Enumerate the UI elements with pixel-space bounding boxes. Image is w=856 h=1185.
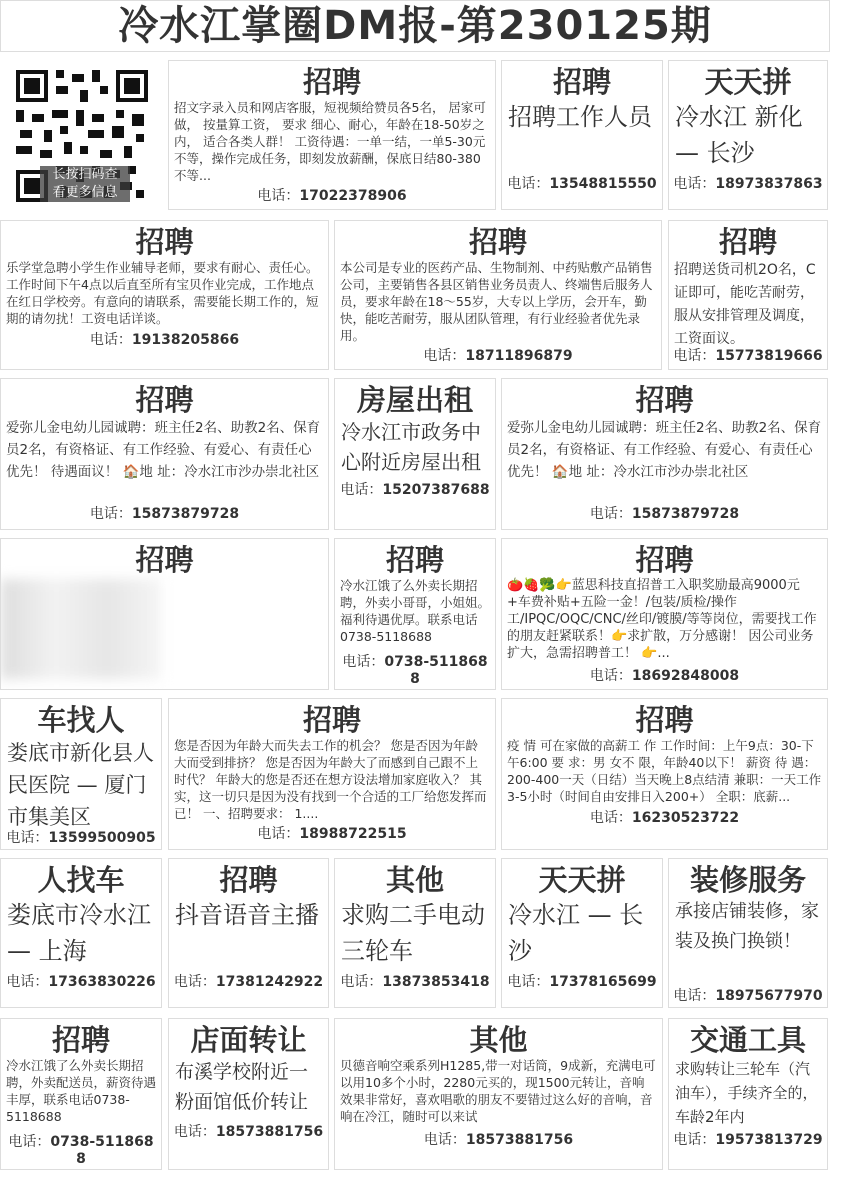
phone-label: 电话： bbox=[673, 1132, 716, 1148]
phone-number: 15773819666 bbox=[715, 348, 823, 364]
ad-phone[interactable] bbox=[1, 1131, 161, 1167]
phone-label: 电话： bbox=[589, 506, 632, 522]
ad-card[interactable] bbox=[668, 60, 828, 210]
ad-text: 您是否因为年龄大而失去工作的机会？ 您是否因为年龄大而受到排挤？ 您是否因为年龄大了而感到自己跟不上时代？ 年龄大的您是否还在想方设法增加家庭收入？ 其实，这一切只是因为没有找到一个合适的工厂给您发挥而已！ 一、招聘要求： 1.... bbox=[174, 738, 487, 821]
phone-number: 0738-5118688 bbox=[50, 1134, 154, 1167]
phone-number: 18692848008 bbox=[631, 668, 740, 684]
ad-text: 娄底市冷水江 — 上海 bbox=[7, 901, 151, 965]
phone-label: 电话： bbox=[6, 974, 49, 990]
page-title: 冷水江掌圈DM报-第230125期 bbox=[0, 0, 830, 52]
phone-label: 电话： bbox=[673, 176, 716, 192]
ad-category: 车找人 bbox=[37, 703, 125, 737]
ad-card[interactable] bbox=[334, 378, 496, 530]
phone-number: 17022378906 bbox=[299, 188, 407, 204]
phone-number: 15873879728 bbox=[631, 506, 740, 522]
phone-number: 18573881756 bbox=[215, 1124, 324, 1140]
ad-phone[interactable] bbox=[169, 1121, 328, 1141]
ad-phone[interactable] bbox=[669, 345, 827, 365]
blurred-image bbox=[1, 579, 161, 679]
ad-category: 招聘 bbox=[468, 225, 527, 259]
ad-phone[interactable] bbox=[1, 827, 161, 847]
ad-phone[interactable] bbox=[335, 971, 495, 991]
phone-label: 电话： bbox=[507, 974, 550, 990]
ad-phone[interactable] bbox=[335, 345, 661, 365]
ad-phone[interactable] bbox=[502, 173, 662, 193]
ad-text: 招聘工作人员 bbox=[508, 103, 652, 131]
ad-text: 本公司是专业的医药产品、生物制剂、中药贴敷产品销售公司，主要销售各县区销售业务员责人、终端售后服务人员，要求年龄在18～55岁，大专以上学历，会开车，勤快，能吃苦耐劳，服从团队管理，有行业经验者优先录用。 bbox=[340, 260, 653, 343]
phone-label: 电话： bbox=[8, 1134, 51, 1150]
phone-number: 18988722515 bbox=[299, 826, 407, 842]
phone-label: 电话： bbox=[257, 188, 300, 204]
ad-text: 求购转让三轮车（汽油车），手续齐全的，车龄2年内 bbox=[675, 1060, 818, 1126]
ad-category: 招聘 bbox=[135, 225, 194, 259]
ad-text: 布溪学校附近一粉面馆低价转让 bbox=[175, 1061, 309, 1113]
phone-label: 电话： bbox=[589, 668, 632, 684]
phone-number: 19573813729 bbox=[715, 1132, 823, 1148]
ad-category: 店面转让 bbox=[190, 1023, 307, 1057]
ad-category: 招聘 bbox=[302, 65, 361, 99]
ad-phone[interactable] bbox=[169, 185, 495, 205]
phone-number: 13548815550 bbox=[549, 176, 657, 192]
phone-label: 电话： bbox=[340, 482, 383, 498]
phone-label: 电话： bbox=[340, 974, 383, 990]
ad-category: 招聘 bbox=[635, 383, 694, 417]
ad-category: 其他 bbox=[469, 1023, 528, 1057]
ad-card[interactable] bbox=[0, 858, 162, 1008]
ad-phone[interactable] bbox=[335, 479, 495, 499]
ad-card[interactable] bbox=[168, 698, 496, 850]
ad-category: 其他 bbox=[385, 863, 444, 897]
phone-number: 18573881756 bbox=[465, 1132, 574, 1148]
ad-card[interactable] bbox=[168, 1018, 329, 1170]
ad-phone[interactable] bbox=[169, 971, 328, 991]
phone-label: 电话： bbox=[173, 974, 216, 990]
ad-text: 娄底市新化县人民医院 — 厦门市集美区 bbox=[7, 741, 154, 829]
ad-phone[interactable] bbox=[502, 971, 662, 991]
phone-label: 电话： bbox=[173, 1124, 216, 1140]
phone-label: 电话： bbox=[507, 176, 550, 192]
ad-text: 冷水江饿了么外卖长期招聘，外卖配送员，薪资待遇丰厚，联系电话0738-5118688 bbox=[6, 1058, 157, 1124]
phone-number: 17381242922 bbox=[215, 974, 324, 990]
ad-text: 招文字录入员和网店客服，短视频给赞员各5名， 居家可做， 按量算工资， 要求 细心、耐心，年龄在18-50岁之内， 适合各类人群！ 工资待遇：一单一结，一单5-30元不等，操作完成任务，即刻发放薪酬，保底日结80-380不等... bbox=[174, 100, 486, 183]
ad-card[interactable] bbox=[334, 1018, 663, 1170]
phone-number: 17378165699 bbox=[549, 974, 657, 990]
phone-number: 18973837863 bbox=[715, 176, 823, 192]
ad-card[interactable] bbox=[0, 538, 329, 690]
ad-category: 招聘 bbox=[635, 543, 694, 577]
ad-phone[interactable] bbox=[335, 651, 495, 687]
ad-card[interactable] bbox=[0, 220, 329, 370]
phone-number: 18711896879 bbox=[465, 348, 573, 364]
ad-card[interactable] bbox=[501, 60, 663, 210]
ad-card[interactable] bbox=[668, 220, 828, 370]
ad-category: 招聘 bbox=[635, 703, 694, 737]
ad-text: 乐学堂急聘小学生作业辅导老师，要求有耐心、责任心。工作时间下午4点以后直至所有宝贝作业完成，工作地点在红日学校旁。有意向的请联系，需要能长期工作的，短期的请勿扰！工资电话详谈。 bbox=[6, 260, 319, 326]
ad-phone[interactable] bbox=[335, 1129, 662, 1149]
ad-card[interactable] bbox=[501, 858, 663, 1008]
phone-label: 电话： bbox=[6, 830, 49, 846]
phone-label: 电话： bbox=[423, 1132, 466, 1148]
ad-category: 天天拼 bbox=[538, 863, 626, 897]
ad-phone[interactable] bbox=[1, 329, 328, 349]
ad-phone[interactable] bbox=[669, 1129, 827, 1149]
phone-number: 13599500905 bbox=[48, 830, 156, 846]
ad-card[interactable] bbox=[334, 858, 496, 1008]
ad-card[interactable] bbox=[501, 538, 828, 690]
phone-number: 0738-5118688 bbox=[384, 654, 488, 687]
phone-number: 17363830226 bbox=[48, 974, 156, 990]
ad-category: 招聘 bbox=[302, 703, 361, 737]
ad-category: 房屋出租 bbox=[356, 383, 473, 417]
ad-card[interactable] bbox=[334, 220, 662, 370]
phone-number: 16230523722 bbox=[631, 810, 740, 826]
phone-label: 电话： bbox=[673, 348, 716, 364]
qr-caption-line-1: 长按扫码查 bbox=[52, 167, 118, 182]
ad-text: 贝德音响空乘系列H1285,带一对话筒，9成新，充满电可以用10多个小时，2280元买的，现1500元转让，音响效果非常好，喜欢唱歌的朋友不要错过这么好的音响，音响在冷江，随时可以来试 bbox=[340, 1058, 656, 1124]
ad-phone[interactable] bbox=[1, 503, 328, 523]
ad-card[interactable] bbox=[334, 538, 496, 690]
phone-label: 电话： bbox=[673, 988, 716, 1004]
ad-card[interactable] bbox=[0, 1018, 162, 1170]
phone-label: 电话： bbox=[89, 332, 132, 348]
phone-number: 18975677970 bbox=[715, 988, 823, 1004]
qr-card[interactable] bbox=[0, 60, 162, 210]
ad-card[interactable] bbox=[168, 858, 329, 1008]
ad-text: 招聘送货司机2O名，C证即可，能吃苦耐劳，服从安排管理及调度，工资面议。 bbox=[674, 262, 816, 347]
ad-category: 招聘 bbox=[718, 225, 777, 259]
phone-number: 13873853418 bbox=[382, 974, 490, 990]
ad-category: 招聘 bbox=[385, 543, 444, 577]
ad-phone[interactable] bbox=[169, 823, 495, 843]
phone-number: 19138205866 bbox=[131, 332, 240, 348]
ad-phone[interactable] bbox=[1, 971, 161, 991]
ad-text: 冷水江 — 长沙 bbox=[508, 901, 644, 965]
ad-phone[interactable] bbox=[669, 173, 827, 193]
ad-text: 爱弥儿金电幼儿园诚聘：班主任2名、助教2名、保育员2名，有资格证、有工作经验、有爱心、有责任心优先！ 待遇面议！ 🏠地 址：冷水江市沙办崇北社区 bbox=[6, 420, 321, 480]
ad-card[interactable] bbox=[668, 858, 828, 1008]
phone-label: 电话： bbox=[423, 348, 466, 364]
ad-text: 🍅🍓🥦👉蓝思科技直招普工入职奖励最高9000元+车费补贴+五险一金！/包装/质检/操作工/IPQC/OQC/CNC/丝印/镀膜/等等岗位，需要找工作的朋友赶紧联系！👉求扩散，万分感谢！ 因公司业务扩大，急需招聘普工！ 👉... bbox=[507, 578, 817, 661]
ad-card[interactable] bbox=[668, 1018, 828, 1170]
ad-phone[interactable] bbox=[502, 807, 827, 827]
ad-text: 承接店铺装修，家装及换门换锁！ bbox=[675, 901, 819, 952]
ad-text: 爱弥儿金电幼儿园诚聘：班主任2名、助教2名、保育员2名，有资格证、有工作经验、有爱心、有责任心优先！ 🏠地 址：冷水江市沙办崇北社区 bbox=[507, 420, 822, 480]
phone-number: 15207387688 bbox=[382, 482, 490, 498]
qr-caption-line-2: 看更多信息 bbox=[52, 185, 118, 200]
ad-text: 抖音语音主播 bbox=[175, 901, 319, 929]
ad-text: 冷水江市政务中心附近房屋出租 bbox=[341, 420, 481, 474]
ad-text: 求购二手电动三轮车 bbox=[341, 901, 485, 965]
phone-label: 电话： bbox=[89, 506, 132, 522]
phone-number: 15873879728 bbox=[131, 506, 240, 522]
ad-category: 交通工具 bbox=[689, 1023, 806, 1057]
ad-card[interactable] bbox=[168, 60, 496, 210]
ad-phone[interactable] bbox=[502, 503, 827, 523]
qr-caption bbox=[40, 166, 130, 202]
ad-category: 招聘 bbox=[135, 543, 194, 577]
ad-text: 疫 情 可在家做的高薪工 作 工作时间：上午9点：30-下午6:00 要 求：男 女不 限，年龄40以下！ 薪资 待 遇：200-400一天（日结）当天晚上8点结清 兼职：一天工作3-5小时（时间自由安排日入200+） 全职：底薪... bbox=[507, 738, 822, 804]
ad-card[interactable] bbox=[501, 698, 828, 850]
ad-phone[interactable] bbox=[502, 665, 827, 685]
phone-label: 电话： bbox=[589, 810, 632, 826]
ad-text: 冷水江饿了么外卖长期招聘，外卖小哥哥，小姐姐。福利待遇优厚。联系电话0738-5118688 bbox=[340, 578, 491, 644]
ad-text: 冷水江 新化 — 长沙 bbox=[675, 103, 803, 167]
ad-category: 招聘 bbox=[552, 65, 611, 99]
ad-category: 装修服务 bbox=[689, 863, 806, 897]
ad-category: 招聘 bbox=[135, 383, 194, 417]
ad-category: 天天拼 bbox=[704, 65, 792, 99]
phone-label: 电话： bbox=[257, 826, 300, 842]
ad-card[interactable] bbox=[0, 378, 329, 530]
ad-card[interactable] bbox=[501, 378, 828, 530]
ad-category: 招聘 bbox=[219, 863, 278, 897]
ad-phone[interactable] bbox=[669, 985, 827, 1005]
phone-label: 电话： bbox=[342, 654, 385, 670]
ad-category: 招聘 bbox=[51, 1023, 110, 1057]
ad-card[interactable] bbox=[0, 698, 162, 850]
ad-category: 人找车 bbox=[37, 863, 125, 897]
